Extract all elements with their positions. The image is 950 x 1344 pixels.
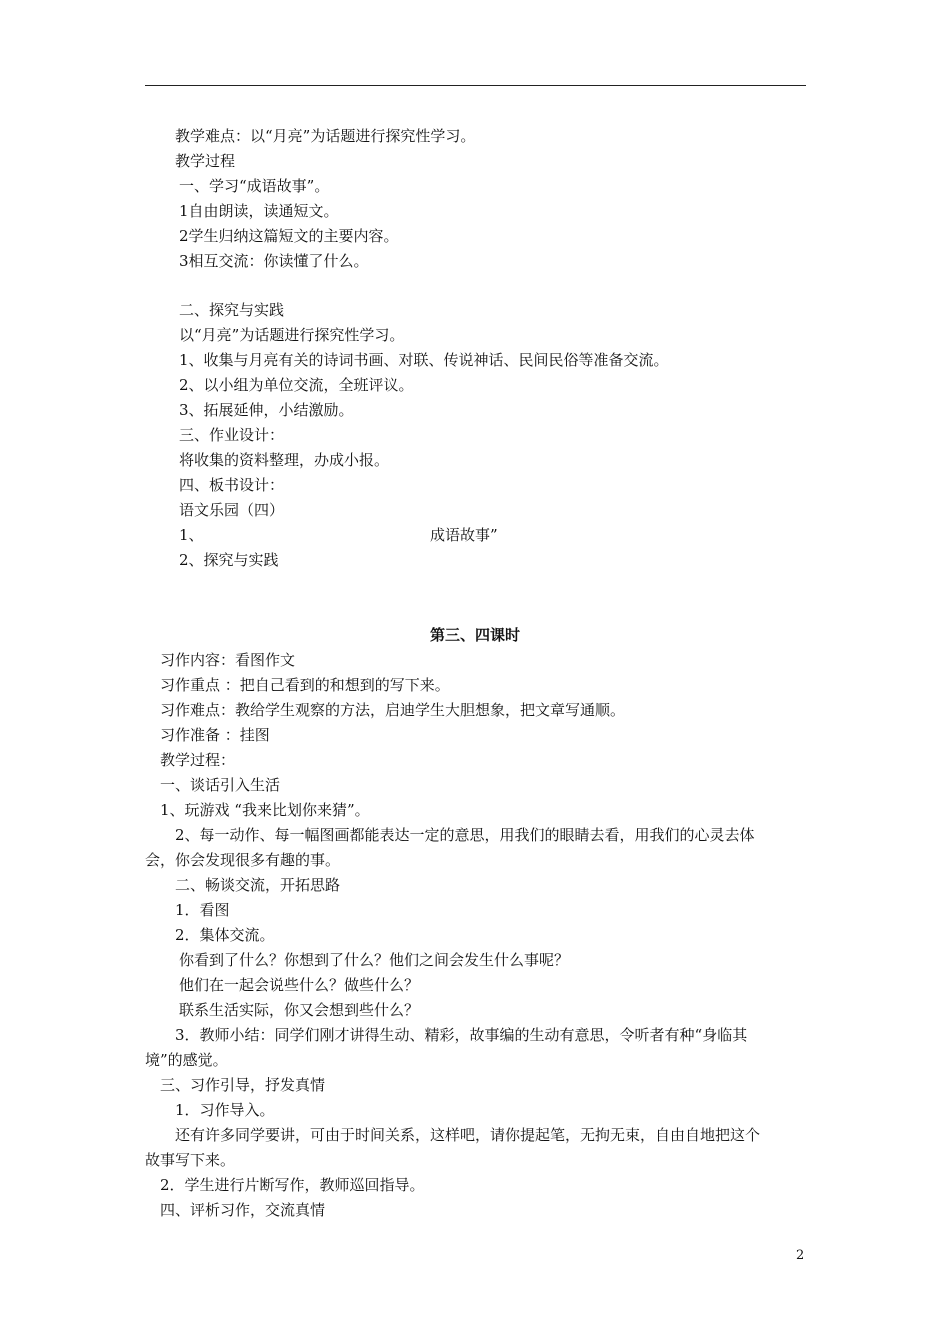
writing-prep: 习作准备 ：挂图 — [160, 726, 270, 744]
step2-title: 二、畅谈交流，开拓思路 — [175, 876, 341, 894]
part2-title: 二、探究与实践 — [179, 301, 285, 319]
step2-summary: 境”的感觉。 — [145, 1051, 228, 1069]
board-item2: 2、探究与实践 — [179, 551, 279, 569]
process-title: 教学过程 — [175, 152, 236, 170]
step1-para: 1、玩游戏 “我来比划你来猜”。 — [160, 801, 370, 819]
section-heading: 第三、四课时 — [429, 626, 520, 644]
part1-step: 3相互交流：你读懂了什么。 — [179, 252, 369, 270]
part2-step: 1、收集与月亮有关的诗词书画、对联、传说神话、民间民俗等准备交流。 — [179, 351, 669, 369]
board-title: 语文乐园（四） — [179, 501, 285, 519]
step3-para: 故事写下来。 — [145, 1151, 236, 1169]
step2-para: 2．集体交流。 — [175, 926, 275, 944]
part1-step: 2学生归纳这篇短文的主要内容。 — [179, 227, 399, 245]
step2-question: 他们在一起会说些什么？做些什么？ — [179, 976, 420, 994]
step1-para: 2、每一动作、每一幅图画都能表达一定的意思，用我们的眼睛去看，用我们的心灵去体 — [175, 826, 755, 844]
writing-content: 习作内容：看图作文 — [160, 651, 296, 669]
part1-title: 一、学习“成语故事”。 — [179, 177, 330, 195]
step2-para: 1．看图 — [175, 901, 230, 919]
step3-para: 2．学生进行片断写作，教师巡回指导。 — [160, 1176, 425, 1194]
part2-intro: 以“月亮”为话题进行探究性学习。 — [179, 326, 405, 344]
step3-para: 1．习作导入。 — [175, 1101, 275, 1119]
step2-summary: 3．教师小结：同学们刚才讲得生动、精彩，故事编的生动有意思，令听者有种“身临其 — [175, 1026, 748, 1044]
part3-text: 将收集的资料整理，办成小报。 — [179, 451, 390, 469]
board-item1-text: 成语故事” — [430, 526, 498, 544]
board-item1-number: 1、 — [179, 526, 204, 544]
step4-title: 四、评析习作，交流真情 — [160, 1201, 326, 1219]
header-rule — [145, 85, 806, 86]
step3-title: 三、习作引导，抒发真情 — [160, 1076, 326, 1094]
teaching-difficulty: 教学难点：以“月亮”为话题进行探究性学习。 — [175, 127, 476, 145]
writing-difficulty: 习作难点：教给学生观察的方法，启迪学生大胆想象，把文章写通顺。 — [160, 701, 626, 719]
part3-title: 三、作业设计： — [179, 426, 285, 444]
part2-step: 2、以小组为单位交流，全班评议。 — [179, 376, 414, 394]
page-number: 2 — [796, 1248, 805, 1263]
writing-focus: 习作重点 ：把自己看到的和想到的写下来。 — [160, 676, 450, 694]
step1-para: 会，你会发现很多有趣的事。 — [145, 851, 341, 869]
step1-title: 一、谈话引入生活 — [160, 776, 281, 794]
step3-para: 还有许多同学要讲，可由于时间关系，这样吧，请你提起笔，无拘无束，自由自地把这个 — [175, 1126, 761, 1144]
part2-step: 3、拓展延伸，小结激励。 — [179, 401, 354, 419]
part4-title: 四、板书设计： — [179, 476, 285, 494]
step2-question: 你看到了什么？你想到了什么？他们之间会发生什么事呢？ — [179, 951, 570, 969]
step2-question: 联系生活实际，你又会想到些什么？ — [179, 1001, 420, 1019]
part1-step: 1自由朗读，读通短文。 — [179, 202, 339, 220]
process-title-2: 教学过程： — [160, 751, 236, 769]
